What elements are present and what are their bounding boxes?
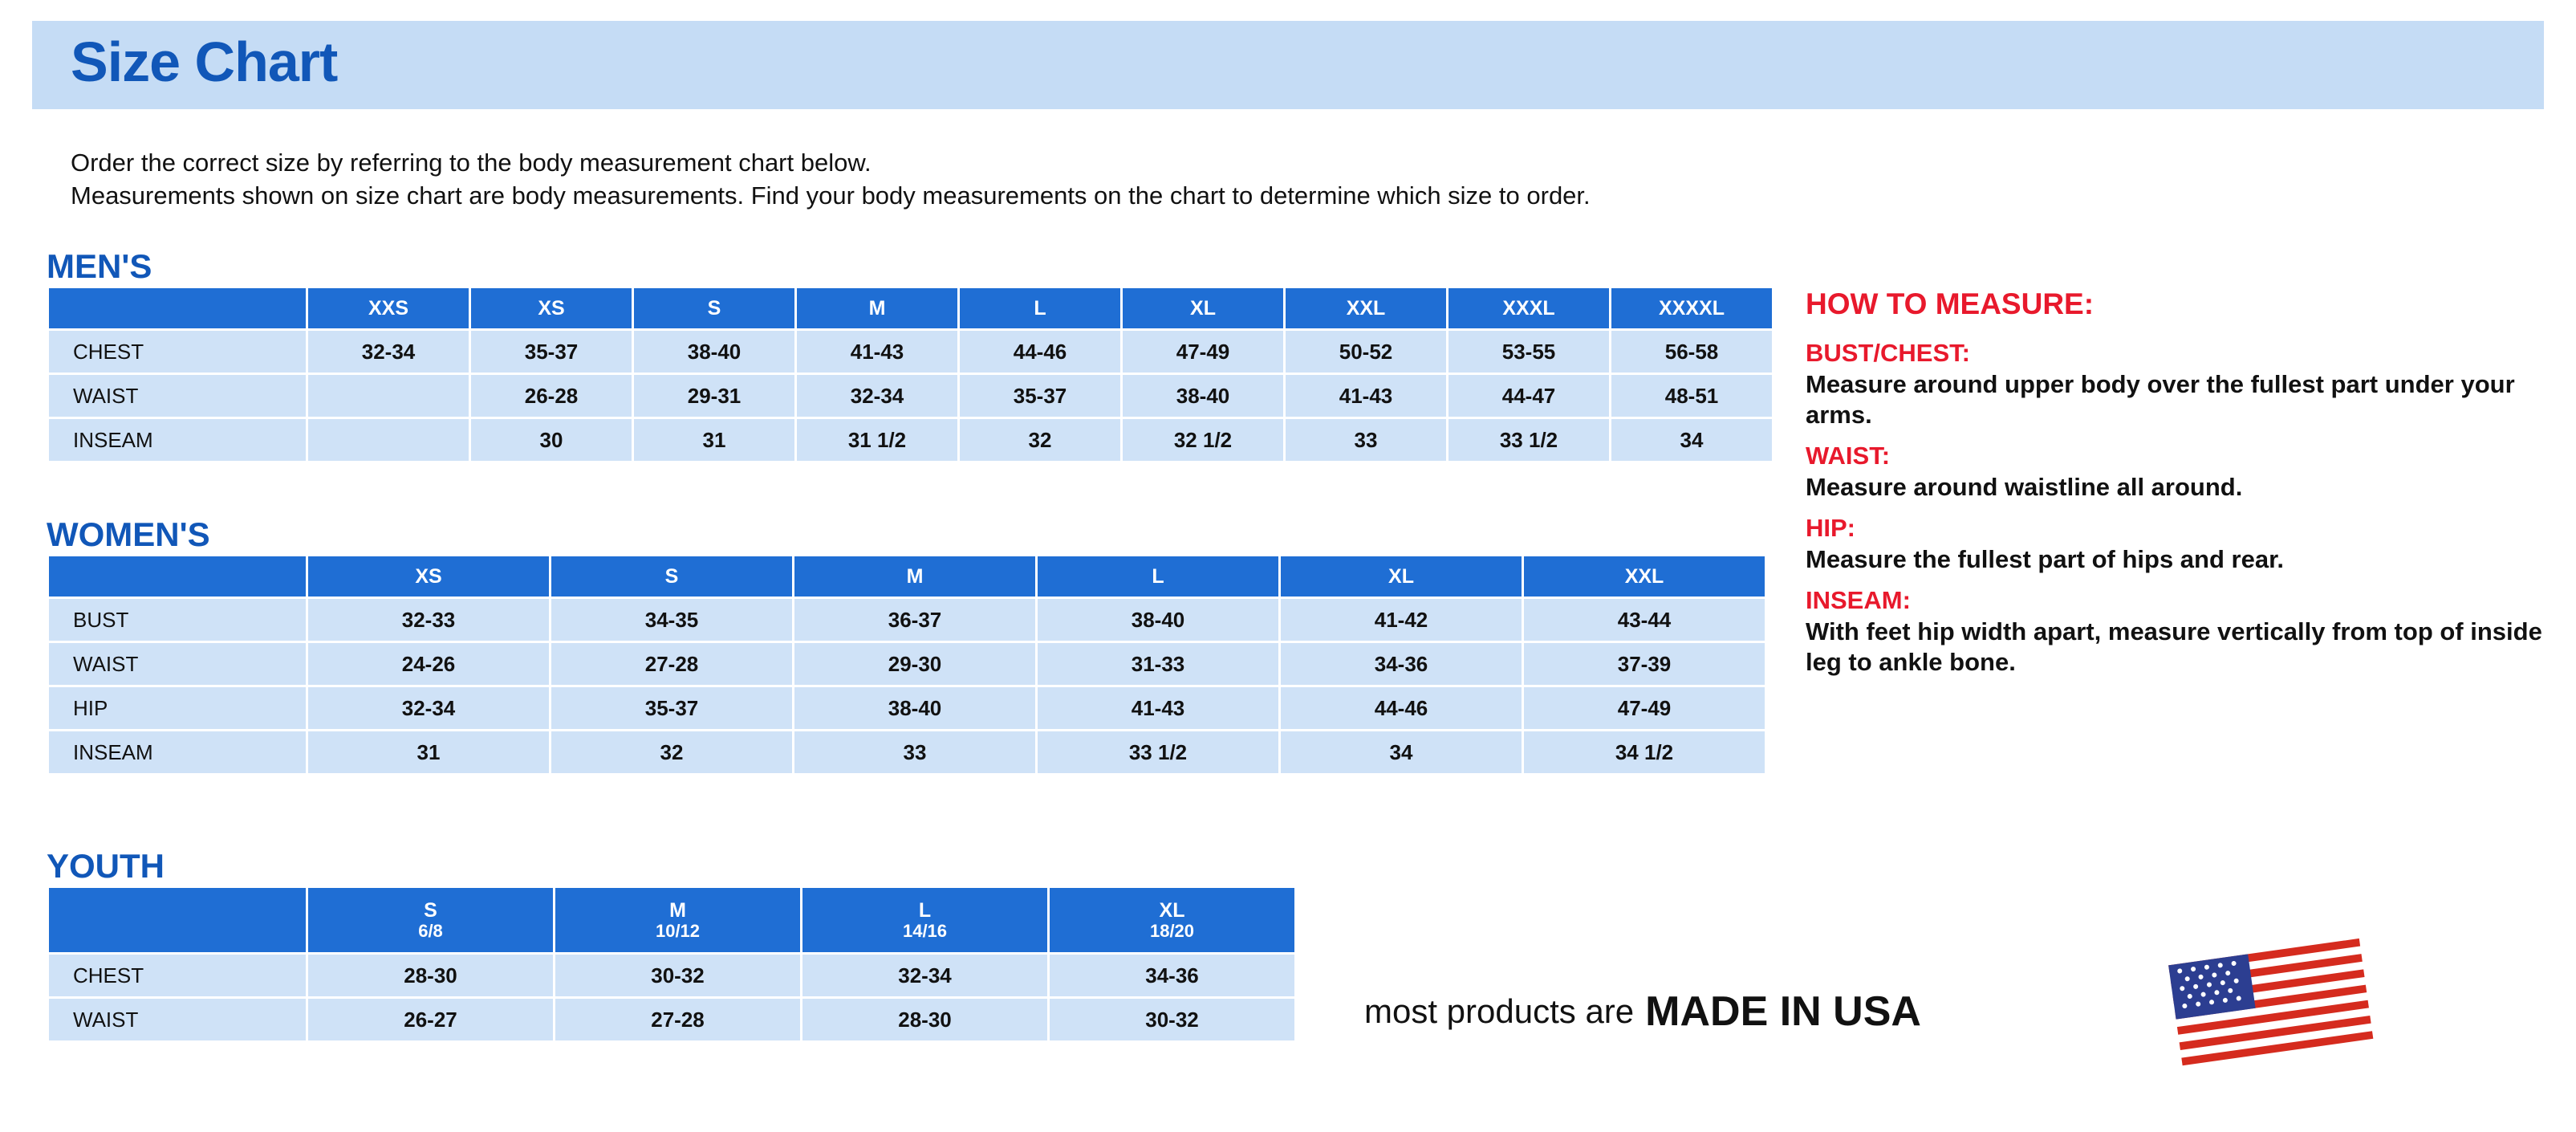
cell-inseam-xxxl: 33 1/2: [1448, 419, 1609, 461]
table-header-row: [49, 288, 1772, 328]
cell-bust-xxl: 43-44: [1524, 599, 1765, 641]
row-label-waist: WAIST: [49, 999, 306, 1040]
cell-chest-s: 38-40: [634, 331, 794, 373]
column-header-xs: XS: [471, 288, 632, 328]
column-header-s: S: [551, 556, 792, 597]
row-label-waist: WAIST: [49, 375, 306, 417]
table-row: [49, 599, 1765, 641]
cell-waist-m: 27-28: [555, 999, 800, 1040]
row-label-inseam: INSEAM: [49, 419, 306, 461]
cell-chest-xxs: 32-34: [308, 331, 469, 373]
column-header-xl: [1050, 888, 1294, 952]
column-header-l: [802, 888, 1047, 952]
cell-waist-m: 32-34: [797, 375, 957, 417]
cell-inseam-l: 32: [960, 419, 1120, 461]
column-header-l: L: [960, 288, 1120, 328]
column-header-m: M: [794, 556, 1035, 597]
cell-waist-xxs: [308, 375, 469, 417]
cell-hip-l: 41-43: [1038, 687, 1278, 729]
section-title-womens: WOMEN'S: [47, 515, 210, 553]
cell-waist-xxl: 41-43: [1286, 375, 1446, 417]
table-row: [49, 731, 1765, 773]
cell-inseam-s: 32: [551, 731, 792, 773]
header-banner: [32, 21, 2544, 109]
cell-chest-xs: 35-37: [471, 331, 632, 373]
row-label-waist: WAIST: [49, 643, 306, 685]
table-row: [49, 643, 1765, 685]
how-to-measure-panel: [1806, 287, 2544, 689]
cell-hip-m: 38-40: [794, 687, 1035, 729]
how-to-measure-title: HOW TO MEASURE:: [1806, 287, 2095, 320]
cell-waist-m: 29-30: [794, 643, 1035, 685]
how-to-text-waist: Measure around waistline all around.: [1806, 473, 2243, 501]
cell-waist-xxl: 37-39: [1524, 643, 1765, 685]
column-header-xxxl: XXXL: [1448, 288, 1609, 328]
cell-bust-m: 36-37: [794, 599, 1035, 641]
column-header-s: S: [634, 288, 794, 328]
cell-waist-s: 26-27: [308, 999, 553, 1040]
how-to-label-hip: HIP:: [1806, 514, 1855, 542]
cell-waist-xxxxl: 48-51: [1611, 375, 1772, 417]
cell-chest-xxl: 50-52: [1286, 331, 1446, 373]
cell-waist-xl: 34-36: [1281, 643, 1522, 685]
youth-size-table: [47, 886, 1297, 1043]
table-row: [49, 999, 1294, 1040]
cell-chest-m: 30-32: [555, 955, 800, 996]
cell-inseam-xs: 31: [308, 731, 549, 773]
cell-inseam-l: 33 1/2: [1038, 731, 1278, 773]
cell-waist-xs: 26-28: [471, 375, 632, 417]
mens-size-table: [47, 286, 1774, 463]
how-to-label-inseam: INSEAM:: [1806, 586, 1911, 614]
column-header-l-main: L: [918, 899, 932, 922]
intro-line-2: Measurements shown on size chart are body measurements. Find your body measurements on the chart to determine which size to order.: [71, 181, 1591, 210]
column-header-xxs: XXS: [308, 288, 469, 328]
how-to-label-bust-chest: BUST/CHEST:: [1806, 339, 1970, 367]
cell-chest-m: 41-43: [797, 331, 957, 373]
usa-flag-icon: [2167, 931, 2375, 1076]
cell-inseam-xl: 32 1/2: [1123, 419, 1283, 461]
how-to-item-waist: [1806, 442, 2544, 503]
how-to-text-inseam: With feet hip width apart, measure vertically from top of inside leg to ankle bone.: [1806, 617, 2542, 676]
how-to-item-bust-chest: [1806, 339, 2544, 430]
made-in-usa-prefix: most products are: [1364, 992, 1635, 1030]
cell-bust-s: 34-35: [551, 599, 792, 641]
column-header-xl: XL: [1123, 288, 1283, 328]
how-to-text-bust-chest: Measure around upper body over the fullest part under your arms.: [1806, 370, 2515, 429]
cell-hip-xxl: 47-49: [1524, 687, 1765, 729]
cell-hip-xl: 44-46: [1281, 687, 1522, 729]
cell-waist-xs: 24-26: [308, 643, 549, 685]
column-header-m-main: M: [669, 899, 686, 922]
made-in-usa-text: [1364, 987, 1921, 1036]
table-row: [49, 955, 1294, 996]
cell-hip-s: 35-37: [551, 687, 792, 729]
cell-inseam-xxl: 33: [1286, 419, 1446, 461]
column-header-xl-sub: 18/20: [1149, 921, 1195, 941]
cell-waist-s: 27-28: [551, 643, 792, 685]
column-header-blank: [49, 888, 306, 952]
column-header-xs: XS: [308, 556, 549, 597]
column-header-xxxxl: XXXXL: [1611, 288, 1772, 328]
how-to-text-hip: Measure the fullest part of hips and rear.: [1806, 545, 2285, 573]
made-in-usa-main: MADE IN USA: [1645, 988, 1921, 1035]
row-label-inseam: INSEAM: [49, 731, 306, 773]
section-title-youth: YOUTH: [47, 847, 165, 885]
cell-chest-xxxl: 53-55: [1448, 331, 1609, 373]
cell-waist-l: 31-33: [1038, 643, 1278, 685]
cell-inseam-xxl: 34 1/2: [1524, 731, 1765, 773]
table-header-row: [49, 556, 1765, 597]
cell-inseam-s: 31: [634, 419, 794, 461]
table-row: [49, 419, 1772, 461]
column-header-blank: [49, 556, 306, 597]
cell-bust-l: 38-40: [1038, 599, 1278, 641]
cell-inseam-m: 33: [794, 731, 1035, 773]
cell-chest-xxxxl: 56-58: [1611, 331, 1772, 373]
section-title-mens: MEN'S: [47, 247, 152, 285]
column-header-xl-main: XL: [1159, 899, 1185, 922]
cell-chest-s: 28-30: [308, 955, 553, 996]
cell-waist-xl: 30-32: [1050, 999, 1294, 1040]
page-title: Size Chart: [71, 31, 338, 93]
table-header-row: [49, 888, 1294, 952]
column-header-xxl: XXL: [1524, 556, 1765, 597]
column-header-blank: [49, 288, 306, 328]
cell-chest-l: 44-46: [960, 331, 1120, 373]
cell-waist-xl: 38-40: [1123, 375, 1283, 417]
cell-waist-l: 28-30: [802, 999, 1047, 1040]
row-label-bust: BUST: [49, 599, 306, 641]
cell-chest-xl: 47-49: [1123, 331, 1283, 373]
column-header-s: [308, 888, 553, 952]
intro-text: [71, 146, 1591, 212]
column-header-s-sub: 6/8: [418, 921, 443, 941]
how-to-item-hip: [1806, 514, 2544, 575]
table-row: [49, 331, 1772, 373]
cell-waist-s: 29-31: [634, 375, 794, 417]
cell-hip-xs: 32-34: [308, 687, 549, 729]
column-header-l: L: [1038, 556, 1278, 597]
womens-size-table: [47, 554, 1767, 776]
row-label-chest: CHEST: [49, 955, 306, 996]
cell-bust-xl: 41-42: [1281, 599, 1522, 641]
row-label-chest: CHEST: [49, 331, 306, 373]
cell-inseam-xs: 30: [471, 419, 632, 461]
column-header-l-sub: 14/16: [902, 921, 948, 941]
cell-waist-xxxl: 44-47: [1448, 375, 1609, 417]
column-header-m: [555, 888, 800, 952]
cell-waist-l: 35-37: [960, 375, 1120, 417]
cell-bust-xs: 32-33: [308, 599, 549, 641]
table-row: [49, 375, 1772, 417]
column-header-s-main: S: [424, 899, 437, 922]
table-row: [49, 687, 1765, 729]
column-header-m-sub: 10/12: [655, 921, 701, 941]
cell-inseam-m: 31 1/2: [797, 419, 957, 461]
intro-line-1: Order the correct size by referring to the body measurement chart below.: [71, 149, 872, 177]
cell-chest-l: 32-34: [802, 955, 1047, 996]
column-header-xxl: XXL: [1286, 288, 1446, 328]
cell-chest-xl: 34-36: [1050, 955, 1294, 996]
cell-inseam-xxs: [308, 419, 469, 461]
how-to-label-waist: WAIST:: [1806, 442, 1891, 470]
how-to-item-inseam: [1806, 586, 2544, 678]
row-label-hip: HIP: [49, 687, 306, 729]
column-header-m: M: [797, 288, 957, 328]
cell-inseam-xl: 34: [1281, 731, 1522, 773]
column-header-xl: XL: [1281, 556, 1522, 597]
cell-inseam-xxxxl: 34: [1611, 419, 1772, 461]
